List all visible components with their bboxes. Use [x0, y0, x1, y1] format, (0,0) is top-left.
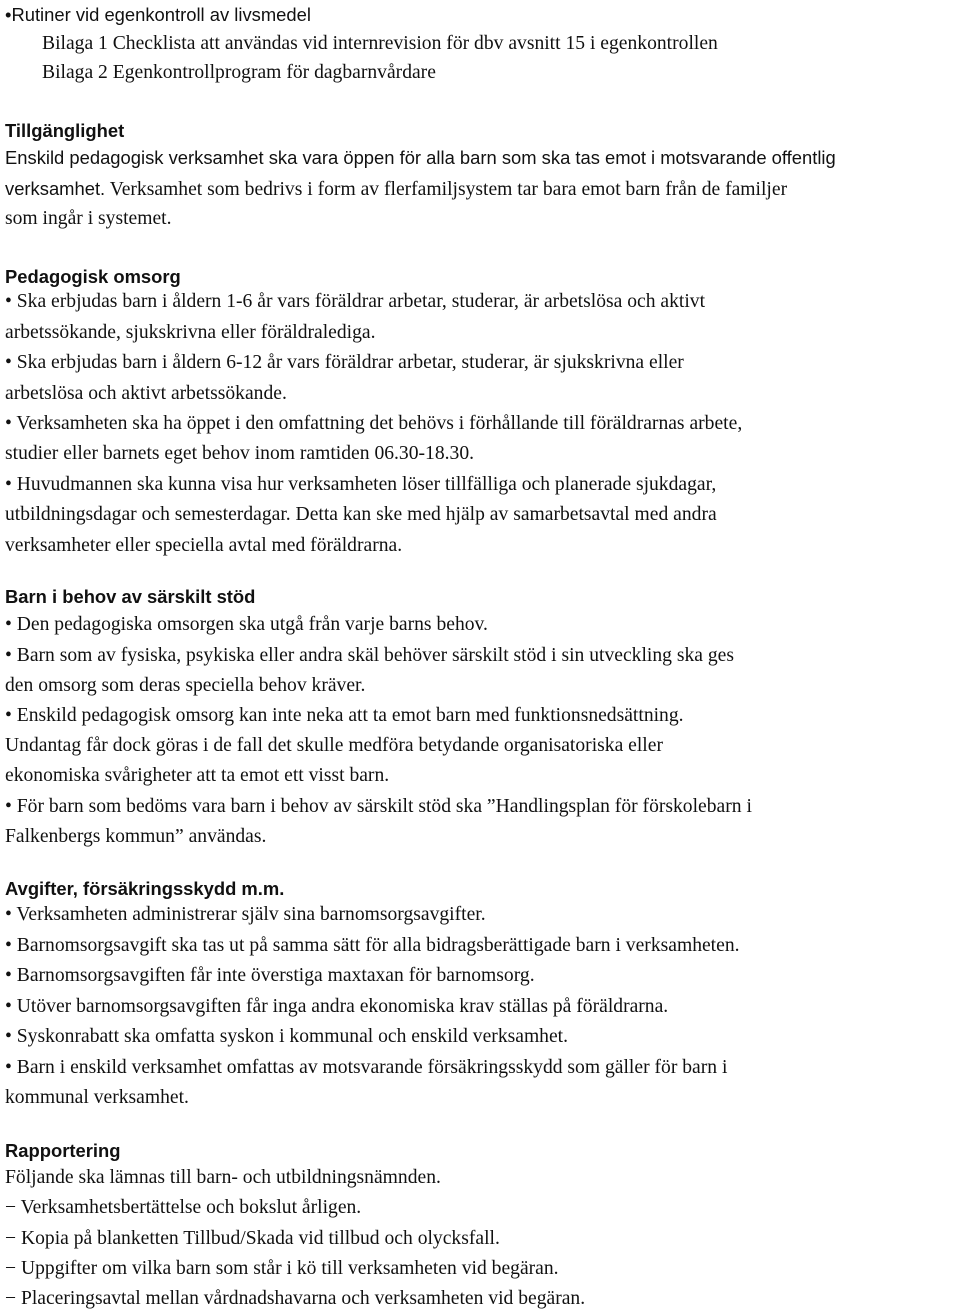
list-item: • Ska erbjudas barn i åldern 1-6 år vars föräldrar arbetar, studerar, är arbetslösa och aktivt	[5, 291, 706, 312]
paragraph-line: Följande ska lämnas till barn- och utbildningsnämnden.	[5, 1167, 441, 1188]
list-item: • Barn som av fysiska, psykiska eller andra skäl behöver särskilt stöd i sin utveckling ska ges	[5, 645, 734, 666]
list-item: • Barnomsorgsavgift ska tas ut på samma sätt för alla bidragsberättigade barn i verksamheten.	[5, 935, 740, 956]
paragraph-line: Enskild pedagogisk verksamhet ska vara öppen för alla barn som ska tas emot i motsvarande offentlig	[5, 147, 836, 168]
list-item: − Verksamhetsbertättelse och bokslut årligen.	[5, 1197, 362, 1218]
paragraph-line	[5, 174, 787, 204]
list-item: • Huvudmannen ska kunna visa hur verksamheten löser tillfälliga och planerade sjukdagar,	[5, 474, 717, 495]
list-item-continuation: kommunal verksamhet.	[5, 1087, 189, 1108]
section-heading-pedagogisk-omsorg: Pedagogisk omsorg	[5, 266, 181, 287]
list-item: • Syskonrabatt ska omfatta syskon i kommunal och enskild verksamhet.	[5, 1026, 569, 1047]
list-item-continuation: verksamheter eller speciella avtal med föräldrarna.	[5, 535, 403, 556]
intro-line: •Rutiner vid egenkontroll av livsmedel	[5, 4, 311, 25]
list-item-continuation: Undantag får dock göras i de fall det skulle medföra betydande organisatoriska eller	[5, 735, 663, 756]
intro-line: Bilaga 2 Egenkontrollprogram för dagbarnvårdare	[42, 62, 436, 83]
list-item-continuation: Falkenbergs kommun” användas.	[5, 826, 267, 847]
list-item: − Placeringsavtal mellan vårdnadshavarna och verksamheten vid begäran.	[5, 1288, 586, 1309]
list-item: • Verksamheten ska ha öppet i den omfattning det behövs i förhållande till föräldrarnas arbete,	[5, 413, 743, 434]
paragraph-fragment: Verksamhet som bedrivs i form av flerfamiljsystem tar bara emot barn från de familjer	[105, 179, 788, 200]
list-item-continuation: den omsorg som deras speciella behov kräver.	[5, 675, 366, 696]
list-item: • Utöver barnomsorgsavgiften får inga andra ekonomiska krav ställas på föräldrarna.	[5, 996, 669, 1017]
paragraph-fragment: verksamhet.	[5, 178, 106, 199]
list-item: • Ska erbjudas barn i åldern 6-12 år vars föräldrar arbetar, studerar, är sjukskrivna eller	[5, 352, 684, 373]
list-item: • Barnomsorgsavgiften får inte överstiga maxtaxan för barnomsorg.	[5, 965, 535, 986]
section-heading-sarskilt-stod: Barn i behov av särskilt stöd	[5, 586, 256, 607]
list-item-continuation: ekonomiska svårigheter att ta emot ett visst barn.	[5, 765, 390, 786]
list-item-continuation: arbetssökande, sjukskrivna eller föräldralediga.	[5, 322, 376, 343]
list-item-continuation: studier eller barnets eget behov inom ramtiden 06.30-18.30.	[5, 443, 475, 464]
paragraph-line: som ingår i systemet.	[5, 208, 172, 229]
section-heading-avgifter: Avgifter, försäkringsskydd m.m.	[5, 878, 285, 899]
list-item-continuation: arbetslösa och aktivt arbetssökande.	[5, 383, 287, 404]
list-item: • För barn som bedöms vara barn i behov av särskilt stöd ska ”Handlingsplan för förskolebarn i	[5, 796, 752, 817]
section-heading-tillganglighet: Tillgänglighet	[5, 120, 125, 141]
section-heading-rapportering: Rapportering	[5, 1140, 121, 1161]
list-item: − Uppgifter om vilka barn som står i kö till verksamheten vid begäran.	[5, 1258, 559, 1279]
list-item: • Barn i enskild verksamhet omfattas av motsvarande försäkringsskydd som gäller för barn i	[5, 1057, 728, 1078]
intro-line: Bilaga 1 Checklista att användas vid internrevision för dbv avsnitt 15 i egenkontrollen	[42, 33, 718, 54]
list-item: • Den pedagogiska omsorgen ska utgå från varje barns behov.	[5, 614, 488, 635]
list-item: • Verksamheten administrerar själv sina barnomsorgsavgifter.	[5, 904, 486, 925]
list-item: − Kopia på blanketten Tillbud/Skada vid tillbud och olycksfall.	[5, 1228, 500, 1249]
list-item: • Enskild pedagogisk omsorg kan inte neka att ta emot barn med funktionsnedsättning.	[5, 705, 684, 726]
list-item-continuation: utbildningsdagar och semesterdagar. Detta kan ske med hjälp av samarbetsavtal med andra	[5, 504, 717, 525]
